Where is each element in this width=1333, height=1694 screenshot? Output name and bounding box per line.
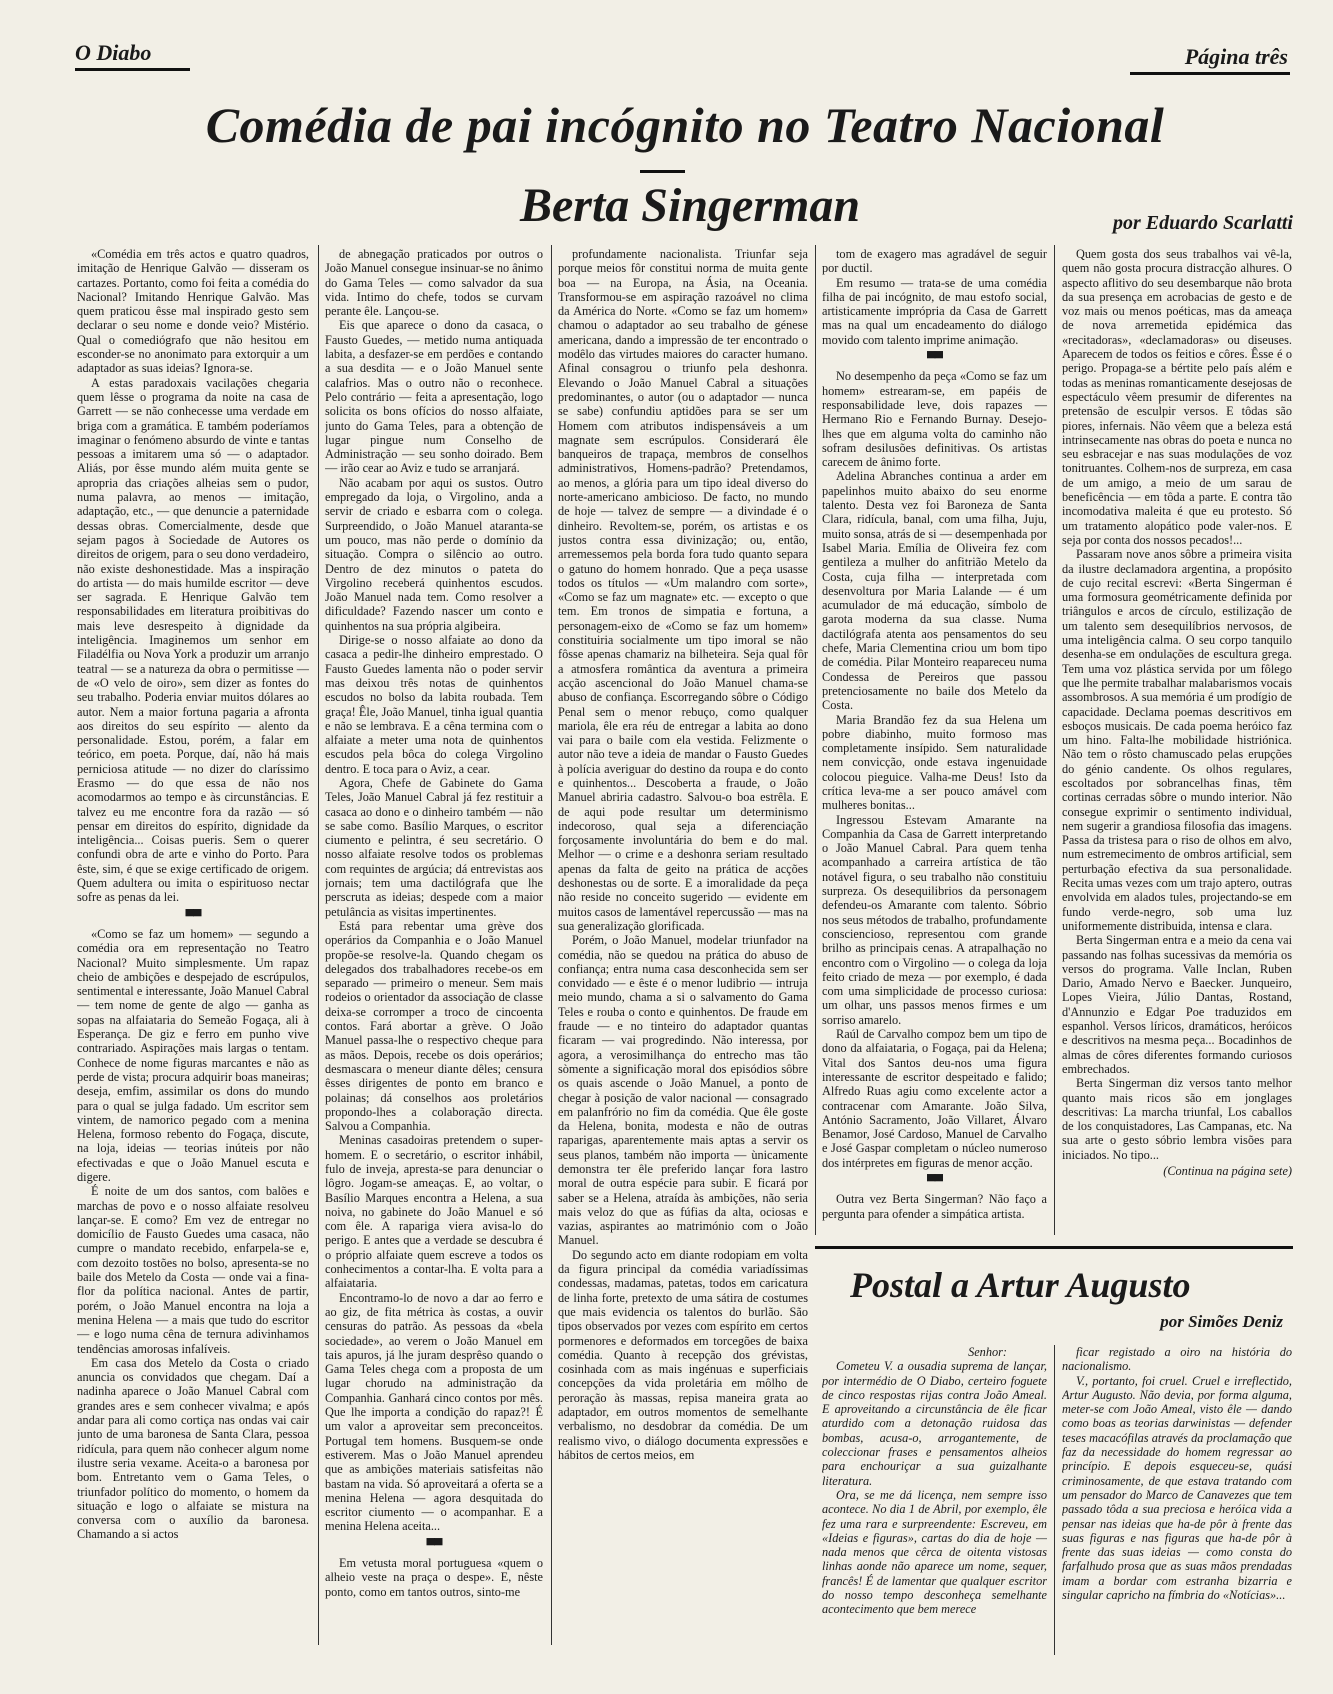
paragraph: de abnegação praticados por outros o João Manuel consegue insinuar-se no ânimo do Gama Teles — como salvador da sua vida. Intimo do chefe, todos se curvam perante êle. Lançou-se. xyxy=(325,247,543,319)
paragraph: Outra vez Berta Singerman? Não faço a pergunta para ofender a simpática artista. xyxy=(822,1192,1047,1221)
article-column-3 xyxy=(558,247,808,1667)
paragraph: Cometeu V. a ousadia suprema de lançar, por intermédio de O Diabo, certeiro foguete de cinco respostas rijas contra João Ameal. E aproveitando a circunstância de êle ficar aturdido com a detonação ruidosa das bombas, acusa-o, arrogantemente, de coleccionar frases e pensamentos alheios para enchouriçar a sua guizalhante literatura. xyxy=(822,1359,1047,1488)
article-column-1 xyxy=(77,247,309,1667)
postal-column-left xyxy=(822,1345,1047,1665)
article-column-4 xyxy=(822,247,1047,1237)
paragraph: Eis que aparece o dono da casaca, o Fausto Guedes, — metido numa antiquada labita, a desfazer-se em perdões e contando a sua desdita — e o João Manuel sente calafrios. Mas o outro não o reconhece. Pelo contrário — feita a apresentação, logo solicita os bons ofícios do nosso alfaiate, junto do Gama Teles, para a obtenção de lugar pingue num Conselho de Administração — seu sonho doirado. Bem — irão cear ao Aviz e tudo se arranjará. xyxy=(325,318,543,476)
paragraph: É noite de um dos santos, com balões e marchas de povo e o nosso alfaiate resolveu lançar-se. E como? Em vez de entregar no domicílio de Fausto Guedes uma casaca, não cumpre o mandato recebido, enfarpela-se e, com dezoito tostões no bolso, apresenta-se no baile dos Metelo da Costa — onde vai a fina-flor da política nacional. Antes de partir, porém, o João Manuel encontra na loja a menina Helena — a mais que tudo do escritor — e logo numa cêna de ternura adivinhamos tendências amorosas infalíveis. xyxy=(77,1184,309,1356)
paragraph: Raúl de Carvalho compoz bem um tipo de dono da alfaiataria, o Fogaça, pai da Helena; Vital dos Santos deu-nos uma figura interessante de escritor despeitado e falido; Alfredo Ruas agiu como excelente actor a contracenar com Amarante. João Silva, António Sacramento, João Villaret, Álvaro Benamor, José Cardoso, Manuel de Carvalho e José Gaspar completam o núcleo numeroso dos intérpretes em figuras de menor acção. xyxy=(822,1027,1047,1170)
paragraph: Passaram nove anos sôbre a primeira visita da ilustre declamadora argentina, a propósito de cujo recital escrevi: «Berta Singerman é uma formosura geométricamente definida por triângulos e arcos de círculo, estilização de um talento sem desequilíbrios nervosos, de uma inteligência calma. O seu corpo tanquilo desenha-se em ondulações de escultura grega. Tem uma voz plástica servida por um fôlego que lhe permite trabalhar malabarismos vocais assombrosos. A sua memória é um prodígio de capacidade. Declama poemas descritivos em esboços musicais. De cada poema heróico faz um hino. Falta-lhe mobilidade histriónica. Não tem o rôsto chamuscado pelas erupções do génio candente. Os olhos regulares, escoltados por sobrancelhas finas, têm cortinas cerradas sôbre o mundo interior. Não consegue exprimir o sentimento individual, nem sugerir a grandiosa filosofia das imagens. Passa da tristesa para o riso de olhos em alvo, num estremecimento de ombros artificial, sem perturbação efectiva da sua personalidade. Recita umas vezes com um trajo aptero, outras envolvida em alados tules, projectando-se em fundo verde-negro, sob uma luz uniformemente distribuida, intensa e clara. xyxy=(1062,547,1292,933)
postal-byline: por Simões Deniz xyxy=(1160,1312,1283,1331)
section-separator: ▀▀ xyxy=(426,1537,442,1552)
paragraph: No desempenho da peça «Como se faz um homem» estrearam-se, em papéis de responsabilidade leve, dois rapazes — Hermano Rio e Fernando Burnay. Desejo-lhes que em alguma volta do caminho não sofram desilusões definitivas. Os artistas carecem de ânimo forte. xyxy=(822,369,1047,470)
article-column-5 xyxy=(1062,247,1292,1237)
postal-title: Postal a Artur Augusto xyxy=(850,1265,1191,1305)
paragraph: Agora, Chefe de Gabinete do Gama Teles, João Manuel Cabral já fez restituir a casaca ao dono e o dinheiro também — não se sabe como. Basílio Marques, o escritor ciumento e pelintra, é seu secretário. O nosso alfaiate resolve todos os problemas com requintes de argúcia; dá entrevistas aos jornais; tem uma dactilógrafa que lhe perscruta as ideias; despede com a maior petulância as visitas impertinentes. xyxy=(325,775,543,919)
paragraph: «Como se faz um homem» — segundo a comédia ora em representação no Teatro Nacional? Muito simplesmente. Um rapaz cheio de ambições e despejado de escrúpulos, sentimental e interessante, João Manuel Cabral — tem nome de gente de algo — ganha as sopas na alfaiataria do Semeão Fogaça, ali à Esperança. De giz e ferro em punho vive contrariado. Aspirações mais largas o tentam. Conhece de nome figuras marcantes e não as perde de vista; procura adquirir boas maneiras; deseja, emfim, assimilar os dons do mundo para o qual se julga fadado. Um escritor sem vintem, de namorico pegado com a menina Helena, formoso rebento do Fogaça, discute, na loja, ideias — teorias inúteis por não efectivadas e que o João Manuel escuta e digere. xyxy=(77,926,309,1184)
column-rule xyxy=(551,245,552,1645)
paragraph: Berta Singerman entra e a meio da cena vai passando nas folhas sucessivas da memória os versos do programa. Valle Inclan, Ruben Dario, Amado Nervo e Baecker. Junqueiro, Lopes Vieira, Júlio Dantas, Rostand, d'Annunzio e Edgar Poe traduzidos em espanhol. Versos líricos, dramáticos, heróicos e descritivos na mesma peça... Bocadinhos de almas de côres diferentes formando curiosos embrechados. xyxy=(1062,933,1292,1076)
paragraph: tom de exagero mas agradável de seguir por ductil. xyxy=(822,247,1047,276)
title-dash xyxy=(640,170,685,173)
paragraph: Do segundo acto em diante rodopiam em volta da figura principal da comédia variadíssimas condessas, madamas, patetas, todos em caricatura de linha forte, pretexto de uma sátira de costumes que mais evidencia os talentos do burlão. São tipos observados por vezes com espírito em certos pormenores e deformados em torcegões de baixa comédia. Quanto à recepção dos grévistas, cosinhada com as mais ingénuas e superficiais concepções da vida proletária em môlho de peroração às massas, repisa maneira grata ao adaptador, em outros momentos de semelhante verbalismo, no desdobrar da comédia. De um realismo vivo, o diálogo documenta expressões e hábitos de certos meios, em xyxy=(558,1247,808,1462)
paragraph: Encontramo-lo de novo a dar ao ferro e ao giz, de fita métrica às costas, a ouvir censuras do patrão. As pessoas da «bela sociedade», ao verem o João Manuel em tais apuros, já lhe juram desprêso quando o Gama Teles chega com a proposta de um lugar chorudo na administração da Companhia. Ganhará cinco contos por mês. Que lhe importa a condição do rapaz?! É um valor a aproveitar sem preconceitos. Portugal tem homens. Busquem-se onde estiverem. Mas o João Manuel aprendeu que as ambições materiais satisfeitas não bastam na vida. Só aproveitará a oferta se a menina Helena — agora desquitada do escritor ciumento — o acompanhar. E a menina Helena aceita... xyxy=(325,1290,543,1534)
column-rule xyxy=(1054,245,1055,1235)
section-separator: ▀▀ xyxy=(926,351,942,366)
paragraph: Quem gosta dos seus trabalhos vai vê-la, quem não gosta procura distracção alhures. O aspecto aflitivo do seu desembarque não brota da sua presença em acrobacias de gesto e de voz mais ou menos poéticas, mas da ameaça de nova arremetida epidémica das «recitadoras», «declamadoras» ou diseuses. Aparecem de todos os feitios e côres. Êsse é o perigo. Propaga-se a bértite pelo país além e todas as meninas romanticamente desejosas de espectáculo vêem presumir de diferentes na pretensão de esculpir versos. E tôdas são piores, infernais. Não vêem que a beleza está intrinsecamente nas obras do poeta e nunca no seu esbracejar e nas suas modulações de voz tonitruantes. Colhem-nos de surpreza, em casa de um amigo, a meio de um sarau de beneficência — em tôda a parte. E contra tão incomodativa maleita é que eu protesto. Só um tratamento alopático pode valer-nos. E seja por conta dos nossos pecados!... xyxy=(1062,247,1292,547)
postal-top-rule xyxy=(815,1246,1293,1249)
postal-column-right xyxy=(1062,1345,1292,1665)
header-rule-left xyxy=(75,68,190,71)
paragraph: Porém, o João Manuel, modelar triunfador na comédia, não se quedou na prática do abuso de confiança; entra numa casa desconhecida sem ser convidado — e êste é o menor ludibrio — intruja meio mundo, chama a si o salvamento do Gama Teles e rouba o conto e quinhentos. De fraude em fraude — e no tinteiro do adaptador quantas ficaram — vai progredindo. Não interessa, por agora, a verosimilhança do entrecho mas tão sòmente a significação moral dos episódios sôbre os quais ascende o João Manuel, a ponto de chegar à posição de valor nacional — consagrado em palanfrório no fim da comédia. Que êle goste da Helena, bonita, modesta e não de outras raparigas, aparentemente mais aptas a servir os seus planos, também não importa — ùnicamente demonstra ter êle preferido lançar fora lastro moral de outra espécie para subir. E ficará por saber se a Helena, atraída às ambições, não seria mais veloz do que as fúfias da alta, ociosas e vazias, aspirantes ao matrimónio com o João Manuel. xyxy=(558,933,808,1248)
paragraph: Meninas casadoiras pretendem o super-homem. E o secretário, o escritor inhábil, fulo de inveja, apresta-se para denunciar o lôgro. Jogam-se ameaças. E, ao voltar, o Basílio Marques encontra a Helena, a sua noiva, no gabinete do João Manuel e só com êle. A rapariga viera avisa-lo do perigo. E antes que a verdade se descubra é o próprio alfaiate quem escreve a todos os conhecimentos a contar-lha. E volta para a alfaiataria. xyxy=(325,1133,543,1291)
paragraph: Em vetusta moral portuguesa «quem o alheio veste na praça o despe». E, nêste ponto, como em tantos outros, sinto-me xyxy=(325,1556,543,1599)
continued-note: (Continua na página sete) xyxy=(1163,1164,1292,1178)
column-rule xyxy=(815,245,816,1235)
article-byline: por Eduardo Scarlatti xyxy=(1112,212,1293,234)
paragraph: Está para rebentar uma grève dos operários da Companhia e o João Manuel propõe-se resolve-la. Quando chegam os delegados dos trabalhadores recebe-os em separado — primeiro o meneur. Sem mais rodeios o orientador da associação de classe deixa-se corromper a troco de cincoenta contos. Fará abortar a grève. O João Manuel passa-lhe o respectivo cheque para as mãos. Depois, recebe os dois operários; desmascara o meneur diante dêles; censura êsses dirigentes de ponto em branco e polainas; dá conselhos aos proletários propondo-lhes a colaboração directa. Salvou a Companhia. xyxy=(325,918,543,1134)
paragraph: A estas paradoxais vacilações chegaria quem lêsse o programa da noite na casa de Garrett — se não conhecesse uma verdade em briga com a gramática. E também poderíamos imaginar o fenómeno absurdo de vinte e tantas pessoas a imitarem uma só — o adaptador. Aliás, por êsse mundo além muita gente se apropria das criações alheias sem o pudor, numa palavra, ao menos — imitação, adaptação, etc., — que denuncie a paternidade dessas obras. Comercialmente, desde que sejam pagos à Sociedade de Autores os direitos de origem, para o seu dono verdadeiro, não existe deshonestidade. Mas a inspiração do artista — do mais humilde escritor — deve ser sagrada. E Henrique Galvão tem responsabilidades em literatura proibitivas do mais leve desrespeito à dignidade da inteligência. Imaginemos um senhor em Filadélfia ou Nova York a produzir um arranjo teatral — se a natureza da obra o permitisse — de «O velo de oiro», sem dizer as fontes do seu trabalho. Poderia enviar muitos dólares ao autor. Nem a maior fortuna pagaria a afronta aos direitos do seu espírito — alento da personalidade. Estou, porém, a falar em teórico, em poeta. Porque, daí, não há mais perniciosa atitude — no dizer do claríssimo Erasmo — do que essa de não nos acomodarmos ao tempo e às circunstâncias. E talvez eu me encontre fora da razão — só pensar em direitos do espírito, dignidade da inteligência... Coisas pueris. Sem o querer confundi obra de arte e vinho do Porto. Para êste, sim, é que se exige certificado de origem. Quem adultera ou imita o espirituoso nectar sofre as penas da lei. xyxy=(77,375,309,905)
paragraph: Em casa dos Metelo da Costa o criado anuncia os convidados que chegam. Daí a nadinha aparece o João Manuel Cabral com grandes ares e sem conhecer vivalma; e após andar para ali como cortiça nas ondas vai cair junto de uma baronesa de Santa Clara, pessoa ridícula, para quem não conhecer algum nome ilustre seria vexame. Aceita-o a baronesa por bom. Entretanto vem o Gama Teles, o triunfador político do momento, o homem da situação e logo o alfaiate se mistura na conversa com o auxílio da baronesa. Chamando a si actos xyxy=(77,1355,309,1542)
header-rule-right xyxy=(1130,72,1290,75)
postal-salutation: Senhor: xyxy=(968,1345,1007,1359)
article-title: Comédia de pai incógnito no Teatro Nacional xyxy=(205,97,1165,153)
article-subtitle: Berta Singerman xyxy=(519,179,861,232)
section-separator: ▀▀ xyxy=(926,1174,942,1188)
paragraph: «Comédia em três actos e quatro quadros, imitação de Henrique Galvão — disseram os cartazes. Portanto, como foi feita a comédia do Nacional? Imitando Henrique Galvão. Mas quem praticou êsse mal inspirado gesto sem declarar o seu nome e donde veio? Mistério. Qual o comediógrafo que não hesitou em esconder-se no anonimato para extorquir a um adaptador as suas ideias? Ignora-se. xyxy=(77,247,309,376)
column-rule xyxy=(318,245,319,1645)
paragraph: Adelina Abranches continua a arder em papelinhos muito abaixo do seu enorme talento. Desta vez foi Baroneza de Santa Clara, ridícula, banal, com uma filha, Juju, muito sonsa, atrás de si — desempenhada por Isabel Maria. Emília de Oliveira fez com gentileza a mulher do anfitrião Metelo da Costa, cuja filha — interpretada com desenvoltura por Maria Lalande — é um acumulador de má educação, símbolo de garota moderna da sua classe. Numa dactilógrafa atenta aos pensamentos do seu chefe, Maria Clementina criou um bom tipo de comédia. Pilar Monteiro reapareceu numa Condessa de Pereiros que passou pretenciosamente no baile dos Metelo da Costa. xyxy=(822,469,1047,713)
paragraph: Em resumo — trata-se de uma comédia filha de pai incógnito, de mau estofo social, artisticamente imprópria da Casa de Garrett mas na qual um encadeamento do diálogo movido com talento imprime animação. xyxy=(822,275,1047,347)
masthead-left: O Diabo xyxy=(75,40,152,65)
paragraph: profundamente nacionalista. Triunfar seja porque meios fôr constitui norma de muita gente boa — na Europa, na Ásia, na Oceania. Transformou-se em aspiração razoável no clima da América do Norte. «Como se faz um homem» chamou o adaptador ao seu trabalho de génese americana, dando a impressão de ter encontrado o modêlo das virtudes maiores do caracter humano. Afinal consagrou o triunfo pela deshonra. Elevando o João Manuel Cabral a situações predominantes, o autor (ou o adaptador — nunca se sabe) confundiu aptidões para se ser um Homem com atributos indispensáveis a um magnate sem escrúpulos. Considerará êle banqueiros de trapaça, membros de conselhos administrativos, Homens-padrão? Pretendamos, ao menos, a glória para um tipo ideal diverso do norte-americano ambicioso. De facto, no mundo de hoje — talvez de sempre — a divindade é o dinheiro. Revoltem-se, porém, os artistas e os justos contra essa divinização; ou, então, arremessemos pela borda fora tudo quanto separa o gatuno do homem honrado. Que a peça usasse todos os títulos — «Um malandro com sorte», «Como se faz um magnate» etc. — excepto o que tem. Em tronos de simpatia e fortuna, a personagem-eixo de «Como se faz um homem» constituiria socialmente um tipo imoral se não fôsse apenas chamariz na bilheteira. Seja qual fôr a atmosfera romântica da aventura a primeira acção ascencional do João Manuel chama-se abuso de confiança. Escorregando sôbre o Código Penal sem o menor rebuço, como qualquer mariola, êle era réu de entregar a labita ao dono vai para o baile com ela vestida. Felizmente o autor não teve a ideia de mandar o Fausto Guedes à polícia averiguar do destino da roupa e do conto e quinhentos... Descoberta a fraude, o João Manuel abriria cadastro. Salvou-o boa estrêla. E de aqui pode resultar um determinismo indecoroso, qual seja a diferenciação forçosamente involuntária do bem e do mal. Melhor — o crime e a deshonra seriam resultado apenas da falta de geito na prática de acções deshonestas ou de sorte. E a imoralidade da peça não reside no conceito sugerido — evidente em muitos casos de lamentável repercussão — mas na sua generalização glorificada. xyxy=(558,247,808,933)
section-separator: ▀▀ xyxy=(185,908,201,923)
paragraph: Maria Brandão fez da sua Helena um pobre diabinho, muito formoso mas completamente insípido. Sem naturalidade nem convicção, onde estava ingenuidade colocou pieguice. Valha-me Deus! Isto da crítica leva-me a ser pouco amável com mulheres bonitas... xyxy=(822,712,1047,813)
page-number-label: Página três xyxy=(1184,44,1288,69)
paragraph: V., portanto, foi cruel. Cruel e irreflectido, Artur Augusto. Não devia, por forma alguma, meter-se com João Ameal, visto êle — dando como boas as teorias darwinistas — defender teses macacófilas através da proclamação que faz da necessidade do homem regressar ao princípio. E depois esqueceu-se, quási criminosamente, de que estava tratando com um pensador do Marco de Canavezes que tem passado tôda a sua preciosa e heróica vida a pensar nas ideias que ha-de pôr à frente das suas figuras e nas figuras que ha-de pôr à frente das suas ideias — como consta do farfalhudo prosa que as suas mãos prendadas imam a bordar com estranha bizarria e singular capricho na fímbria do «Notícias»... xyxy=(1062,1373,1292,1603)
paragraph: ficar registado a oiro na história do nacionalismo. xyxy=(1062,1345,1292,1374)
paragraph: Ora, se me dá licença, nem sempre isso acontece. No dia 1 de Abril, por exemplo, êle fez uma rara e surpreendente: Escreveu, em «Ideias e figuras», cartas do dia de hoje — nada menos que cêrca de oitenta vistosas linhas aonde não aparece um nome, sequer, francês! É de lamentar que qualquer escritor do nosso tempo desconheça semelhante acontecimento que bem merece xyxy=(822,1487,1047,1617)
paragraph: Ingressou Estevam Amarante na Companhia da Casa de Garrett interpretando o João Manuel Cabral. Para quem tenha acompanhado a carreira artística de tão notável figura, o seu trabalho não constituiu surpreza. Os desequilibrios da personagem defendeu-os Amarante com talento. Sóbrio nos seus métodos de trabalho, profundamente consciencioso, representou com grande brilho as principais cenas. A atrapalhação no encontro com o Virgolino — o colega da loja feito criado de meza — por exemplo, é dada com uma simplicidade de processo curiosa: um olhar, uns passos menos firmes e um sorriso amarelo. xyxy=(822,812,1047,1027)
paragraph: Dirige-se o nosso alfaiate ao dono da casaca a pedir-lhe dinheiro emprestado. O Fausto Guedes lamenta não o poder servir mas deixou três notas de quinhentos escudos no bolso da labita roubada. Tem graça! Êle, João Manuel, tinha igual quantia e não se lembrava. E a cêna termina com o alfaiate a meter uma nota de quinhentos escudos pela bôca do colega Virgolino dentro. E toca para o Aviz, a cear. xyxy=(325,633,543,776)
article-column-2 xyxy=(325,247,543,1667)
paragraph: Não acabam por aqui os sustos. Outro empregado da loja, o Virgolino, anda a servir de criado e esbarra com o colega. Surpreendido, o João Manuel atarantа-se um pouco, mas não perde o domínio da situação. Compra o silêncio ao outro. Dentro de dez minutos o pateta do Virgolino receberá quinhentos escudos. João Manuel nada tem. Como resolver a dificuldade? Fazendo nascer um conto e quinhentos na sua própria algibeira. xyxy=(325,475,543,633)
column-rule xyxy=(1054,1345,1055,1655)
paragraph: Berta Singerman diz versos tanto melhor quanto mais ricos são em jonglages descritivas: La marcha triunfal, Los caballos de los conquistadores, Las Campanas, etc. Na sua arte o gesto sóbrio lembra visões para iniciados. No tipo... xyxy=(1062,1076,1292,1162)
